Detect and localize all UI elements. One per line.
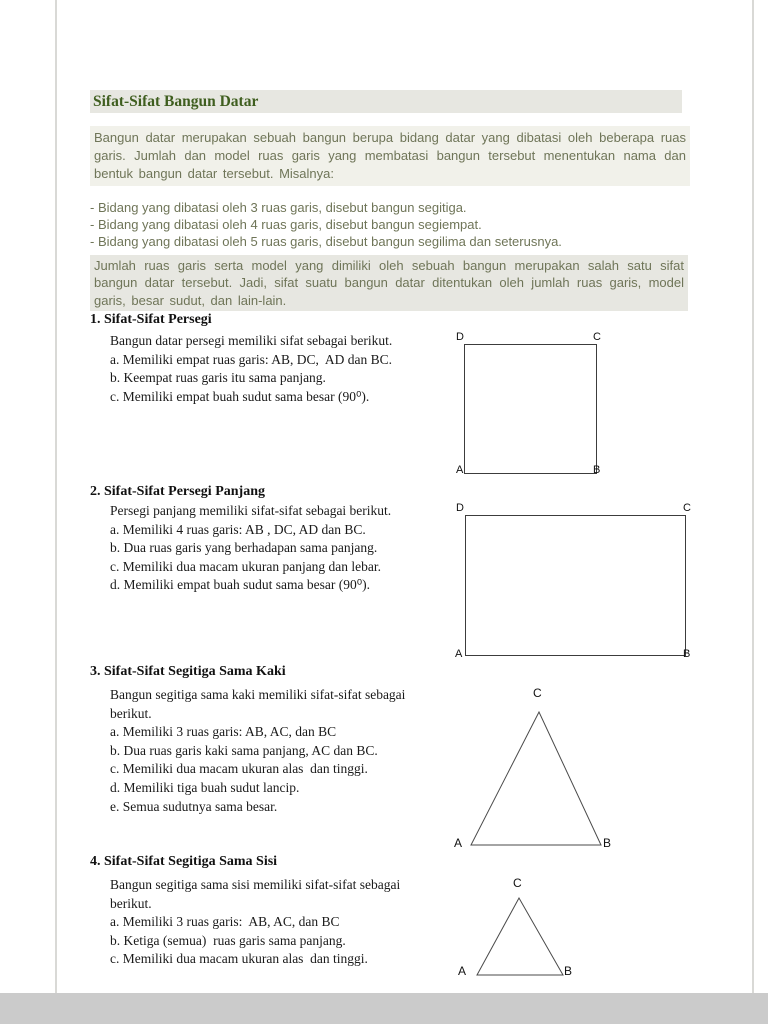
vertex-label-b: B (683, 648, 691, 660)
section-3-text (110, 686, 470, 816)
vertex-label-b: B (564, 964, 573, 978)
square-diagram (452, 331, 607, 483)
bullet-item-segiempat: - Bidang yang dibatasi oleh 4 ruas garis, disebut bangun segiempat. (90, 216, 482, 232)
section-3-line: e. Semua sudutnya sama besar. (110, 798, 278, 814)
vertex-label-b: B (593, 464, 601, 476)
section-2-line: Persegi panjang memiliki sifat-sifat sebagai berikut. (110, 503, 392, 518)
section-4-line: Bangun segitiga sama sisi memiliki sifat-sifat sebagai (110, 877, 401, 892)
vertex-label-a: A (456, 464, 464, 476)
section-3-line: a. Memiliki 3 ruas garis: AB, AC, dan BC (110, 724, 337, 740)
vertex-label-b: B (603, 836, 612, 850)
section-4-line: c. Memiliki dua macam ukuran alas dan tinggi. (110, 951, 368, 967)
section-2-heading: 2. Sifat-Sifat Persegi Panjang (90, 484, 265, 499)
vertex-label-c: C (513, 876, 522, 890)
vertex-label-a: A (455, 648, 463, 660)
vertex-label-d: D (456, 331, 464, 343)
section-3-line: berikut. (110, 705, 152, 721)
section-1-line: a. Memiliki empat ruas garis: AB, DC, AD dan BC. (110, 351, 392, 367)
intro-paragraph: Bangun datar merupakan sebuah bangun berupa bidang datar yang dibatasi oleh beberapa ruas garis. Jumlah dan model ruas garis yang membatasi bangun tersebut menentukan nama dan bentuk bangun datar tersebut. Misalnya: (90, 126, 690, 186)
vertex-label-d: D (456, 502, 464, 514)
section-1-line: b. Keempat ruas garis itu sama panjang. (110, 370, 326, 386)
section-4-line: berikut. (110, 895, 152, 911)
rectangle-diagram (452, 502, 697, 662)
vertex-label-c: C (533, 686, 542, 700)
bullet-item-segilima: - Bidang yang dibatasi oleh 5 ruas garis, disebut bangun segilima dan seterusnya. (90, 233, 562, 249)
section-2-text (110, 502, 470, 595)
equilateral-triangle-shape (452, 876, 577, 984)
section-3-line: b. Dua ruas garis kaki sama panjang, AC dan BC. (110, 742, 378, 758)
isosceles-triangle-diagram (448, 686, 618, 854)
section-4-heading: 4. Sifat-Sifat Segitiga Sama Sisi (90, 854, 278, 869)
page-title: Sifat-Sifat Bangun Datar (93, 93, 259, 110)
section-3-heading: 3. Sifat-Sifat Segitiga Sama Kaki (90, 664, 286, 679)
section-4-line: b. Ketiga (semua) ruas garis sama panjang. (110, 932, 346, 948)
section-1-heading: 1. Sifat-Sifat Persegi (90, 312, 212, 327)
section-1-line: Bangun datar persegi memiliki sifat sebagai berikut. (110, 333, 393, 348)
bullet-item-segitiga: - Bidang yang dibatasi oleh 3 ruas garis, disebut bangun segitiga. (90, 200, 467, 215)
section-2-line: d. Memiliki empat buah sudut sama besar (90⁰). (110, 577, 370, 593)
isosceles-triangle-shape (448, 686, 618, 854)
square-shape (464, 344, 597, 474)
section-3-line: c. Memiliki dua macam ukuran alas dan tinggi. (110, 761, 368, 777)
section-2-line: c. Memiliki dua macam ukuran panjang dan lebar. (110, 558, 382, 574)
vertex-label-c: C (683, 502, 691, 514)
vertex-label-a: A (458, 964, 467, 978)
section-2-line: b. Dua ruas garis yang berhadapan sama panjang. (110, 540, 378, 556)
section-4-line: a. Memiliki 3 ruas garis: AB, AC, dan BC (110, 914, 340, 930)
highlight-paragraph: Jumlah ruas garis serta model yang dimiliki oleh sebuah bangun merupakan salah satu sifat bangun datar tersebut. Jadi, sifat suatu bangun datar ditentukan oleh jumlah ruas garis, model garis, besar sudut, dan lain-lain. (90, 255, 688, 311)
vertex-label-c: C (593, 331, 601, 343)
page-bottom-margin (0, 993, 768, 1024)
section-1-text (110, 332, 470, 406)
vertex-label-a: A (454, 836, 463, 850)
section-4-text (110, 876, 470, 969)
rectangle-shape (465, 515, 686, 656)
equilateral-triangle-diagram (452, 876, 577, 984)
page-right-border (752, 0, 754, 993)
section-3-line: Bangun segitiga sama kaki memiliki sifat-sifat sebagai (110, 687, 406, 702)
section-3-line: d. Memiliki tiga buah sudut lancip. (110, 779, 300, 795)
section-1-line: c. Memiliki empat buah sudut sama besar (90⁰). (110, 388, 370, 404)
title-highlight-bar (90, 90, 682, 113)
page-left-border (55, 0, 57, 993)
section-2-line: a. Memiliki 4 ruas garis: AB , DC, AD dan BC. (110, 521, 366, 537)
bullet-list (90, 200, 700, 250)
